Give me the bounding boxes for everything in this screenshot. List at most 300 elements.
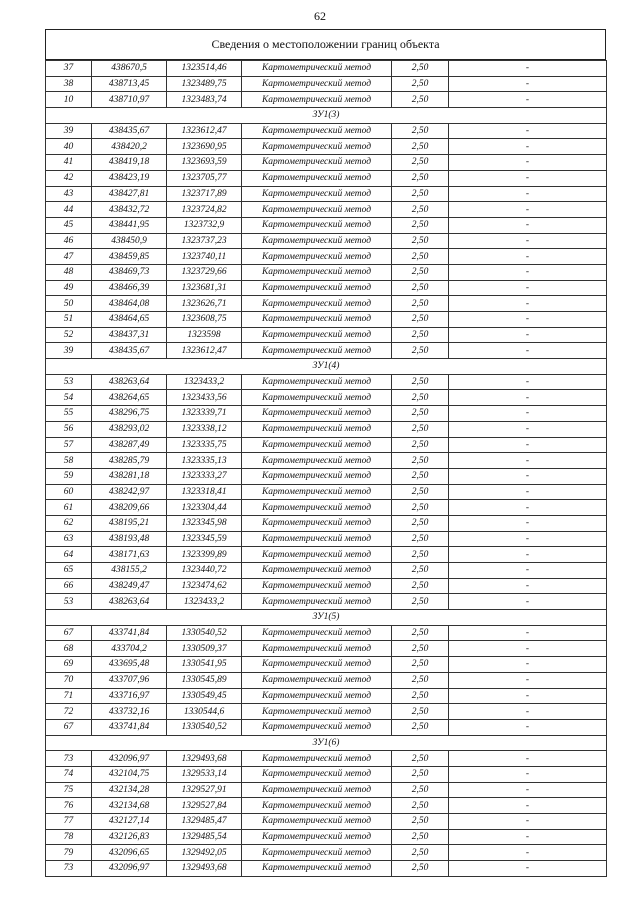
section-label: ЗУ1(6) <box>46 735 607 751</box>
accuracy-cell: 2,50 <box>392 688 449 704</box>
y-coordinate-cell: 1330540,52 <box>167 625 242 641</box>
accuracy-cell: 2,50 <box>392 61 449 77</box>
point-number-cell: 63 <box>46 531 92 547</box>
point-number-cell: 62 <box>46 515 92 531</box>
accuracy-cell: 2,50 <box>392 829 449 845</box>
table-row <box>46 641 607 657</box>
table-row <box>46 233 607 249</box>
table-row <box>46 312 607 328</box>
accuracy-cell: 2,50 <box>392 312 449 328</box>
x-coordinate-cell: 438285,79 <box>92 453 167 469</box>
description-cell: - <box>449 186 607 202</box>
table-row <box>46 343 607 359</box>
method-cell: Картометрический метод <box>242 688 392 704</box>
description-cell: - <box>449 547 607 563</box>
y-coordinate-cell: 1323474,62 <box>167 578 242 594</box>
point-number-cell: 56 <box>46 421 92 437</box>
table-row <box>46 688 607 704</box>
table-row <box>46 170 607 186</box>
y-coordinate-cell: 1330545,89 <box>167 672 242 688</box>
table-row <box>46 280 607 296</box>
accuracy-cell: 2,50 <box>392 155 449 171</box>
method-cell: Картометрический метод <box>242 766 392 782</box>
section-label: ЗУ1(5) <box>46 610 607 626</box>
y-coordinate-cell: 1323333,27 <box>167 468 242 484</box>
point-number-cell: 78 <box>46 829 92 845</box>
point-number-cell: 65 <box>46 563 92 579</box>
y-coordinate-cell: 1323345,98 <box>167 515 242 531</box>
x-coordinate-cell: 438155,2 <box>92 563 167 579</box>
section-label: ЗУ1(3) <box>46 108 607 124</box>
y-coordinate-cell: 1323705,77 <box>167 170 242 186</box>
section-row <box>46 359 607 375</box>
point-number-cell: 73 <box>46 751 92 767</box>
method-cell: Картометрический метод <box>242 61 392 77</box>
y-coordinate-cell: 1323338,12 <box>167 421 242 437</box>
description-cell: - <box>449 76 607 92</box>
x-coordinate-cell: 438171,63 <box>92 547 167 563</box>
x-coordinate-cell: 438464,65 <box>92 312 167 328</box>
description-cell: - <box>449 515 607 531</box>
point-number-cell: 57 <box>46 437 92 453</box>
x-coordinate-cell: 433741,84 <box>92 625 167 641</box>
description-cell: - <box>449 155 607 171</box>
description-cell: - <box>449 437 607 453</box>
table-row <box>46 296 607 312</box>
table-row <box>46 515 607 531</box>
y-coordinate-cell: 1329533,14 <box>167 766 242 782</box>
description-cell: - <box>449 343 607 359</box>
method-cell: Картометрический метод <box>242 829 392 845</box>
y-coordinate-cell: 1323339,71 <box>167 406 242 422</box>
x-coordinate-cell: 438249,47 <box>92 578 167 594</box>
table-row <box>46 625 607 641</box>
description-cell: - <box>449 390 607 406</box>
table-row <box>46 217 607 233</box>
y-coordinate-cell: 1323693,59 <box>167 155 242 171</box>
point-number-cell: 44 <box>46 202 92 218</box>
y-coordinate-cell: 1323489,75 <box>167 76 242 92</box>
point-number-cell: 51 <box>46 312 92 328</box>
y-coordinate-cell: 1323732,9 <box>167 217 242 233</box>
y-coordinate-cell: 1323729,66 <box>167 264 242 280</box>
table-row <box>46 766 607 782</box>
accuracy-cell: 2,50 <box>392 547 449 563</box>
page-number: 62 <box>314 9 326 23</box>
x-coordinate-cell: 438209,66 <box>92 500 167 516</box>
y-coordinate-cell: 1323612,47 <box>167 123 242 139</box>
method-cell: Картометрический метод <box>242 217 392 233</box>
method-cell: Картометрический метод <box>242 437 392 453</box>
method-cell: Картометрический метод <box>242 704 392 720</box>
accuracy-cell: 2,50 <box>392 861 449 877</box>
method-cell: Картометрический метод <box>242 327 392 343</box>
y-coordinate-cell: 1323612,47 <box>167 343 242 359</box>
table-row <box>46 61 607 77</box>
method-cell: Картометрический метод <box>242 139 392 155</box>
description-cell: - <box>449 625 607 641</box>
description-cell: - <box>449 170 607 186</box>
accuracy-cell: 2,50 <box>392 563 449 579</box>
table-row <box>46 531 607 547</box>
description-cell: - <box>449 657 607 673</box>
x-coordinate-cell: 438450,9 <box>92 233 167 249</box>
accuracy-cell: 2,50 <box>392 390 449 406</box>
description-cell: - <box>449 531 607 547</box>
point-number-cell: 53 <box>46 594 92 610</box>
point-number-cell: 41 <box>46 155 92 171</box>
y-coordinate-cell: 1323335,75 <box>167 437 242 453</box>
accuracy-cell: 2,50 <box>392 814 449 830</box>
point-number-cell: 72 <box>46 704 92 720</box>
y-coordinate-cell: 1329493,68 <box>167 751 242 767</box>
x-coordinate-cell: 432127,14 <box>92 814 167 830</box>
x-coordinate-cell: 433707,96 <box>92 672 167 688</box>
x-coordinate-cell: 432104,75 <box>92 766 167 782</box>
description-cell: - <box>449 782 607 798</box>
point-number-cell: 74 <box>46 766 92 782</box>
point-number-cell: 69 <box>46 657 92 673</box>
point-number-cell: 52 <box>46 327 92 343</box>
x-coordinate-cell: 438710,97 <box>92 92 167 108</box>
x-coordinate-cell: 438423,19 <box>92 170 167 186</box>
x-coordinate-cell: 438441,95 <box>92 217 167 233</box>
table-row <box>46 861 607 877</box>
point-number-cell: 76 <box>46 798 92 814</box>
description-cell: - <box>449 312 607 328</box>
point-number-cell: 68 <box>46 641 92 657</box>
y-coordinate-cell: 1323399,89 <box>167 547 242 563</box>
accuracy-cell: 2,50 <box>392 484 449 500</box>
section-row <box>46 735 607 751</box>
method-cell: Картометрический метод <box>242 296 392 312</box>
description-cell: - <box>449 92 607 108</box>
accuracy-cell: 2,50 <box>392 719 449 735</box>
description-cell: - <box>449 249 607 265</box>
description-cell: - <box>449 139 607 155</box>
method-cell: Картометрический метод <box>242 782 392 798</box>
description-cell: - <box>449 845 607 861</box>
table-row <box>46 594 607 610</box>
table-row <box>46 484 607 500</box>
y-coordinate-cell: 1323345,59 <box>167 531 242 547</box>
point-number-cell: 77 <box>46 814 92 830</box>
boundary-points-table <box>45 60 607 877</box>
description-cell: - <box>449 61 607 77</box>
x-coordinate-cell: 433695,48 <box>92 657 167 673</box>
accuracy-cell: 2,50 <box>392 233 449 249</box>
accuracy-cell: 2,50 <box>392 374 449 390</box>
accuracy-cell: 2,50 <box>392 672 449 688</box>
x-coordinate-cell: 438466,39 <box>92 280 167 296</box>
table-row <box>46 437 607 453</box>
table-row <box>46 390 607 406</box>
table-row <box>46 814 607 830</box>
y-coordinate-cell: 1323608,75 <box>167 312 242 328</box>
y-coordinate-cell: 1323681,31 <box>167 280 242 296</box>
point-number-cell: 75 <box>46 782 92 798</box>
accuracy-cell: 2,50 <box>392 264 449 280</box>
accuracy-cell: 2,50 <box>392 280 449 296</box>
x-coordinate-cell: 438263,64 <box>92 594 167 610</box>
table-row <box>46 782 607 798</box>
method-cell: Картометрический метод <box>242 123 392 139</box>
table-row <box>46 845 607 861</box>
x-coordinate-cell: 438427,81 <box>92 186 167 202</box>
method-cell: Картометрический метод <box>242 280 392 296</box>
accuracy-cell: 2,50 <box>392 92 449 108</box>
method-cell: Картометрический метод <box>242 500 392 516</box>
x-coordinate-cell: 438242,97 <box>92 484 167 500</box>
x-coordinate-cell: 438195,21 <box>92 515 167 531</box>
y-coordinate-cell: 1330541,95 <box>167 657 242 673</box>
table-row <box>46 406 607 422</box>
description-cell: - <box>449 233 607 249</box>
accuracy-cell: 2,50 <box>392 421 449 437</box>
y-coordinate-cell: 1323626,71 <box>167 296 242 312</box>
y-coordinate-cell: 1329492,05 <box>167 845 242 861</box>
method-cell: Картометрический метод <box>242 515 392 531</box>
method-cell: Картометрический метод <box>242 233 392 249</box>
accuracy-cell: 2,50 <box>392 578 449 594</box>
x-coordinate-cell: 438293,02 <box>92 421 167 437</box>
x-coordinate-cell: 438281,18 <box>92 468 167 484</box>
point-number-cell: 53 <box>46 374 92 390</box>
description-cell: - <box>449 751 607 767</box>
method-cell: Картометрический метод <box>242 845 392 861</box>
point-number-cell: 37 <box>46 61 92 77</box>
point-number-cell: 43 <box>46 186 92 202</box>
section-row <box>46 610 607 626</box>
accuracy-cell: 2,50 <box>392 782 449 798</box>
description-cell: - <box>449 406 607 422</box>
x-coordinate-cell: 438193,48 <box>92 531 167 547</box>
y-coordinate-cell: 1329485,47 <box>167 814 242 830</box>
method-cell: Картометрический метод <box>242 453 392 469</box>
method-cell: Картометрический метод <box>242 814 392 830</box>
accuracy-cell: 2,50 <box>392 343 449 359</box>
method-cell: Картометрический метод <box>242 578 392 594</box>
y-coordinate-cell: 1323737,23 <box>167 233 242 249</box>
accuracy-cell: 2,50 <box>392 845 449 861</box>
description-cell: - <box>449 374 607 390</box>
section-row <box>46 108 607 124</box>
x-coordinate-cell: 438419,18 <box>92 155 167 171</box>
table-row <box>46 92 607 108</box>
point-number-cell: 79 <box>46 845 92 861</box>
method-cell: Картометрический метод <box>242 421 392 437</box>
point-number-cell: 48 <box>46 264 92 280</box>
table-row <box>46 751 607 767</box>
accuracy-cell: 2,50 <box>392 217 449 233</box>
method-cell: Картометрический метод <box>242 641 392 657</box>
point-number-cell: 40 <box>46 139 92 155</box>
x-coordinate-cell: 432096,97 <box>92 751 167 767</box>
y-coordinate-cell: 1323433,56 <box>167 390 242 406</box>
accuracy-cell: 2,50 <box>392 170 449 186</box>
x-coordinate-cell: 438287,49 <box>92 437 167 453</box>
description-cell: - <box>449 421 607 437</box>
method-cell: Картометрический метод <box>242 861 392 877</box>
table-row <box>46 202 607 218</box>
x-coordinate-cell: 433716,97 <box>92 688 167 704</box>
accuracy-cell: 2,50 <box>392 798 449 814</box>
description-cell: - <box>449 688 607 704</box>
description-cell: - <box>449 719 607 735</box>
point-number-cell: 71 <box>46 688 92 704</box>
description-cell: - <box>449 296 607 312</box>
description-cell: - <box>449 798 607 814</box>
method-cell: Картометрический метод <box>242 594 392 610</box>
accuracy-cell: 2,50 <box>392 123 449 139</box>
y-coordinate-cell: 1323433,2 <box>167 594 242 610</box>
y-coordinate-cell: 1323514,46 <box>167 61 242 77</box>
accuracy-cell: 2,50 <box>392 76 449 92</box>
method-cell: Картометрический метод <box>242 374 392 390</box>
description-cell: - <box>449 814 607 830</box>
y-coordinate-cell: 1323440,72 <box>167 563 242 579</box>
y-coordinate-cell: 1323483,74 <box>167 92 242 108</box>
point-number-cell: 58 <box>46 453 92 469</box>
x-coordinate-cell: 432126,83 <box>92 829 167 845</box>
table-row <box>46 155 607 171</box>
y-coordinate-cell: 1323335,13 <box>167 453 242 469</box>
table-row <box>46 719 607 735</box>
accuracy-cell: 2,50 <box>392 406 449 422</box>
point-number-cell: 39 <box>46 123 92 139</box>
description-cell: - <box>449 500 607 516</box>
method-cell: Картометрический метод <box>242 92 392 108</box>
table-row <box>46 547 607 563</box>
description-cell: - <box>449 594 607 610</box>
table-row <box>46 139 607 155</box>
method-cell: Картометрический метод <box>242 202 392 218</box>
point-number-cell: 45 <box>46 217 92 233</box>
table-row <box>46 657 607 673</box>
accuracy-cell: 2,50 <box>392 515 449 531</box>
point-number-cell: 70 <box>46 672 92 688</box>
y-coordinate-cell: 1330544,6 <box>167 704 242 720</box>
method-cell: Картометрический метод <box>242 390 392 406</box>
point-number-cell: 49 <box>46 280 92 296</box>
description-cell: - <box>449 766 607 782</box>
method-cell: Картометрический метод <box>242 751 392 767</box>
point-number-cell: 54 <box>46 390 92 406</box>
x-coordinate-cell: 438670,5 <box>92 61 167 77</box>
accuracy-cell: 2,50 <box>392 641 449 657</box>
x-coordinate-cell: 438464,08 <box>92 296 167 312</box>
y-coordinate-cell: 1323717,89 <box>167 186 242 202</box>
method-cell: Картометрический метод <box>242 312 392 328</box>
point-number-cell: 61 <box>46 500 92 516</box>
x-coordinate-cell: 438263,64 <box>92 374 167 390</box>
table-row <box>46 563 607 579</box>
point-number-cell: 47 <box>46 249 92 265</box>
section-label: ЗУ1(4) <box>46 359 607 375</box>
point-number-cell: 67 <box>46 719 92 735</box>
description-cell: - <box>449 484 607 500</box>
method-cell: Картометрический метод <box>242 657 392 673</box>
y-coordinate-cell: 1323598 <box>167 327 242 343</box>
accuracy-cell: 2,50 <box>392 500 449 516</box>
accuracy-cell: 2,50 <box>392 468 449 484</box>
accuracy-cell: 2,50 <box>392 296 449 312</box>
description-cell: - <box>449 861 607 877</box>
y-coordinate-cell: 1329485,54 <box>167 829 242 845</box>
method-cell: Картометрический метод <box>242 155 392 171</box>
x-coordinate-cell: 432096,97 <box>92 861 167 877</box>
description-cell: - <box>449 829 607 845</box>
description-cell: - <box>449 563 607 579</box>
point-number-cell: 55 <box>46 406 92 422</box>
x-coordinate-cell: 432134,68 <box>92 798 167 814</box>
table-row <box>46 453 607 469</box>
x-coordinate-cell: 438264,65 <box>92 390 167 406</box>
table-row <box>46 500 607 516</box>
table-title: Сведения о местоположении границ объекта <box>45 29 606 60</box>
method-cell: Картометрический метод <box>242 343 392 359</box>
accuracy-cell: 2,50 <box>392 249 449 265</box>
description-cell: - <box>449 578 607 594</box>
method-cell: Картометрический метод <box>242 625 392 641</box>
x-coordinate-cell: 438469,73 <box>92 264 167 280</box>
x-coordinate-cell: 432134,28 <box>92 782 167 798</box>
y-coordinate-cell: 1323740,11 <box>167 249 242 265</box>
x-coordinate-cell: 438713,45 <box>92 76 167 92</box>
table-row <box>46 578 607 594</box>
y-coordinate-cell: 1323318,41 <box>167 484 242 500</box>
y-coordinate-cell: 1323304,44 <box>167 500 242 516</box>
table-row <box>46 829 607 845</box>
method-cell: Картометрический метод <box>242 186 392 202</box>
point-number-cell: 38 <box>46 76 92 92</box>
description-cell: - <box>449 704 607 720</box>
accuracy-cell: 2,50 <box>392 437 449 453</box>
point-number-cell: 67 <box>46 625 92 641</box>
method-cell: Картометрический метод <box>242 547 392 563</box>
accuracy-cell: 2,50 <box>392 453 449 469</box>
point-number-cell: 66 <box>46 578 92 594</box>
point-number-cell: 10 <box>46 92 92 108</box>
accuracy-cell: 2,50 <box>392 766 449 782</box>
y-coordinate-cell: 1323690,95 <box>167 139 242 155</box>
y-coordinate-cell: 1330509,37 <box>167 641 242 657</box>
accuracy-cell: 2,50 <box>392 327 449 343</box>
x-coordinate-cell: 433741,84 <box>92 719 167 735</box>
x-coordinate-cell: 432096,65 <box>92 845 167 861</box>
point-number-cell: 39 <box>46 343 92 359</box>
table-row <box>46 264 607 280</box>
accuracy-cell: 2,50 <box>392 202 449 218</box>
accuracy-cell: 2,50 <box>392 704 449 720</box>
x-coordinate-cell: 438296,75 <box>92 406 167 422</box>
point-number-cell: 59 <box>46 468 92 484</box>
x-coordinate-cell: 438459,85 <box>92 249 167 265</box>
x-coordinate-cell: 438432,72 <box>92 202 167 218</box>
description-cell: - <box>449 468 607 484</box>
method-cell: Картометрический метод <box>242 563 392 579</box>
accuracy-cell: 2,50 <box>392 657 449 673</box>
table-row <box>46 374 607 390</box>
method-cell: Картометрический метод <box>242 531 392 547</box>
point-number-cell: 42 <box>46 170 92 186</box>
description-cell: - <box>449 217 607 233</box>
x-coordinate-cell: 438420,2 <box>92 139 167 155</box>
description-cell: - <box>449 641 607 657</box>
table-row <box>46 672 607 688</box>
table-row <box>46 421 607 437</box>
table-row <box>46 327 607 343</box>
